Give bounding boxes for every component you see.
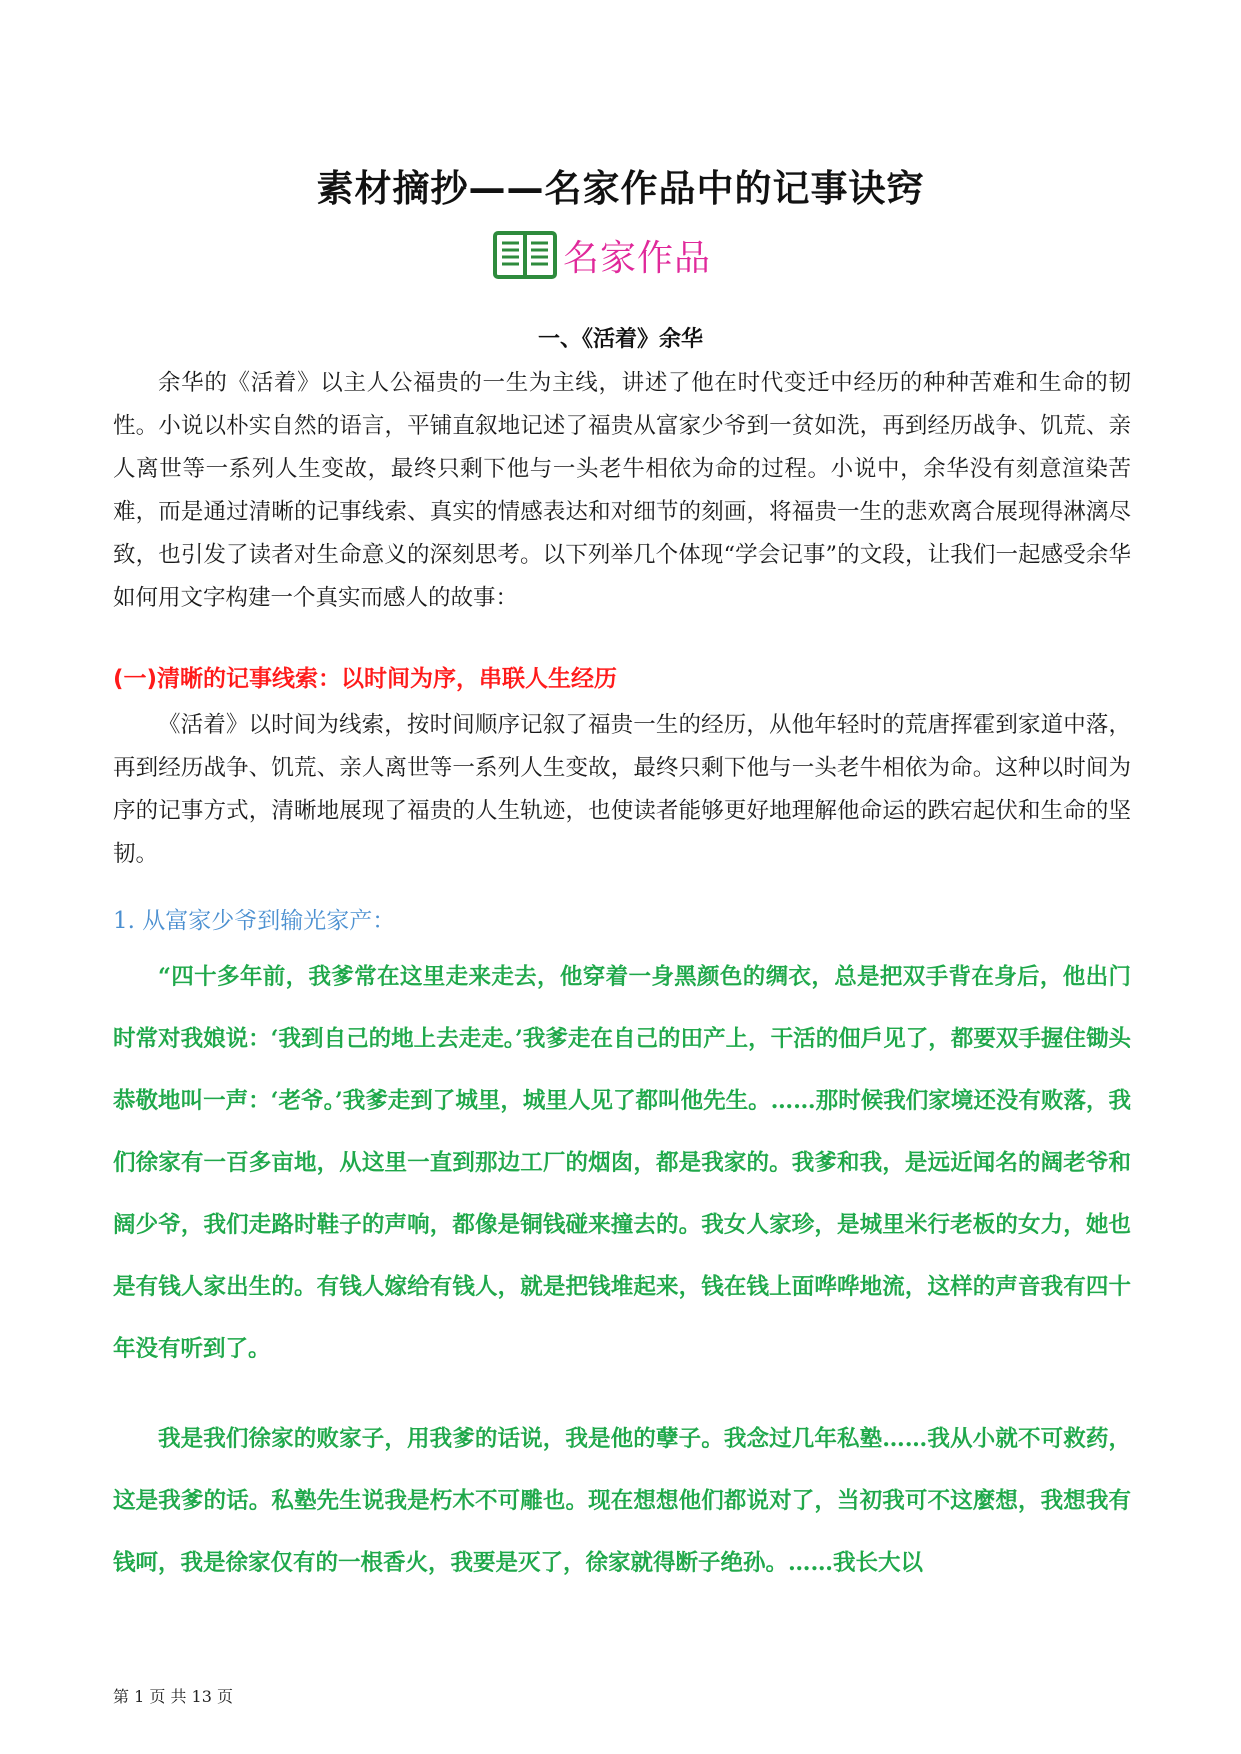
body-paragraph: 《活着》以时间为线索，按时间顺序记叙了福贵一生的经历，从他年轻时的荒唐挥霍到家道中落，再到经历战争、饥荒、亲人离世等一系列人生变故，最终只剩下他与一头老牛相依为命。这种以时间为序的记事方式，清晰地展现了福贵的人生轨迹，也使读者能够更好地理解他命运的跌宕起伏和生命的坚韧。 (113, 712, 1131, 867)
quote-excerpt: “四十多年前，我爹常在这里走来走去，他穿着一身黑颜色的绸衣，总是把双手背在身后，他出门时常对我娘说：‘我到自己的地上去走走。’我爹走在自己的田产上，干活的佃戶见了，都要双手握住锄头恭敬地叫一声：‘老爷。’我爹走到了城里，城里人见了都叫他先生。……那时候我们家境还没有败落，我们徐家有一百多亩地，从这里一直到那边工厂的烟囱，都是我家的。我爹和我，是远近闻名的阔老爷和阔少爷，我们走路时鞋子的声响，都像是铜钱碰来撞去的。我女人家珍，是城里米行老板的女力，她也是有钱人家出生的。有钱人嫁给有钱人，就是把钱堆起来，钱在钱上面哗哗地流，这样的声音我有四十年没有听到了。 (113, 964, 1131, 1362)
quote-excerpt: 我是我们徐家的败家子，用我爹的话说，我是他的孽子。我念过几年私塾……我从小就不可救药，这是我爹的话。私塾先生说我是朽木不可雕也。现在想想他们都说对了，当初我可不这麼想，我想我有钱呵，我是徐家仅有的一根香火，我要是灭了，徐家就得断子绝孙。……我长大以 (113, 1426, 1131, 1576)
intro-paragraph: 余华的《活着》以主人公福贵的一生为主线，讲述了他在时代变迁中经历的种种苦难和生命的韧性。小说以朴实自然的语言，平铺直叙地记述了福贵从富家少爷到一贫如洗，再到经历战争、饥荒、亲人离世等一系列人生变故，最终只剩下他与一头老牛相依为命的过程。小说中，余华没有刻意渲染苦难，而是通过清晰的记事线索、真实的情感表达和对细节的刻画，将福贵一生的悲欢离合展现得淋漓尽致，也引发了读者对生命意义的深刻思考。以下列举几个体现“学会记事”的文段，让我们一起感受余华如何用文字构建一个真实而感人的故事： (113, 370, 1131, 611)
famous-works-badge (493, 228, 711, 282)
sub-heading: (一)清晰的记事线索：以时间为序，串联人生经历 (113, 666, 618, 692)
page-footer: 第 1 页 共 13 页 (113, 1687, 233, 1706)
item-heading: 1. 从富家少爷到输光家产： (113, 908, 396, 934)
open-book-icon (493, 229, 557, 281)
section-heading: 一、《活着》余华 (537, 327, 703, 352)
badge-label: 名家作品 (563, 237, 712, 279)
document-title: 素材摘抄——名家作品中的记事诀窍 (316, 167, 925, 210)
